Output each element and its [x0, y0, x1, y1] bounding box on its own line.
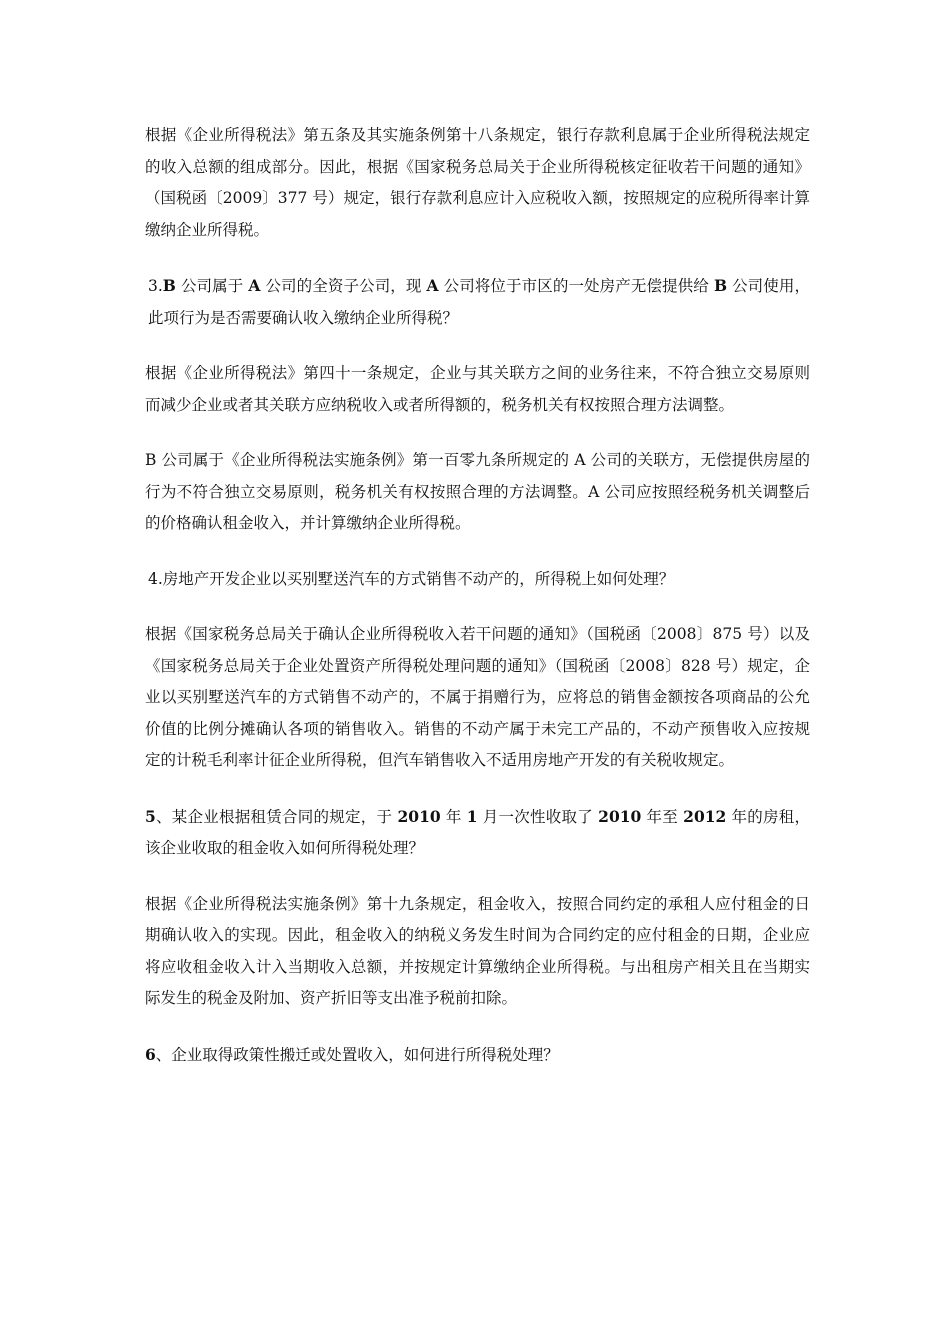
- text-segment: 4.房地产开发企业以买别墅送汽车的方式销售不动产的，所得税上如何处理？: [148, 569, 675, 588]
- paragraph-interest-income: [145, 120, 810, 246]
- text-segment: 、企业取得政策性搬迁或处置收入，如何进行所得税处理？: [155, 1045, 559, 1064]
- bold-text-segment: 5: [145, 806, 156, 826]
- bold-text-segment: 2010: [397, 806, 441, 826]
- text-segment: 公司属于: [175, 277, 249, 295]
- text-segment: 、某企业根据租赁合同的规定，于: [155, 807, 398, 826]
- paragraph-rental-income: [145, 889, 810, 1015]
- text-segment: 公司的全资子公司，现: [260, 277, 427, 295]
- bold-text-segment: B: [713, 276, 728, 295]
- bold-text-segment: 1: [466, 806, 478, 826]
- text-segment: 公司使用，此项行为是否需要确认收入缴纳企业所得税？: [148, 277, 810, 327]
- text-segment: 年至: [641, 807, 684, 826]
- text-segment: 根据《企业所得税法》第五条及其实施条例第十八条规定，银行存款利息属于企业所得税法规定的收入总额的组成部分。因此，根据《国家税务总局关于企业所得税核定征收若干问题的通知》（国税函〔2009〕377 号）规定，银行存款利息应计入应税收入额，按照规定的应税所得率计算缴纳企业所得税。: [145, 126, 810, 239]
- paragraph-related-party-adjustment: [145, 445, 810, 540]
- question-3: [145, 270, 810, 334]
- bold-text-segment: A: [248, 276, 261, 295]
- text-segment: 根据《企业所得税法实施条例》第十九条规定，租金收入，按照合同约定的承租人应付租金的日期确认收入的实现。因此，租金收入的纳税义务发生时间为合同约定的应付租金的日期，企业应将应收租金收入计入当期收入总额，并按规定计算缴纳企业所得税。与出租房产相关且在当期实际发生的税金及附加、资产折旧等支出准予税前扣除。: [145, 894, 810, 1007]
- text-segment: 公司将位于市区的一处房产无偿提供给: [438, 277, 714, 295]
- text-segment: 年的房租，该企业收取的租金收入如何所得税处理？: [145, 807, 810, 857]
- bold-text-segment: 2012: [683, 806, 727, 826]
- paragraph-related-party-rule: [145, 358, 810, 421]
- document-page: [145, 120, 810, 1095]
- bold-text-segment: 2010: [598, 806, 642, 826]
- text-segment: 根据《国家税务总局关于确认企业所得税收入若干问题的通知》（国税函〔2008〕875 号）以及《国家税务总局关于企业处置资产所得税处理问题的通知》（国税函〔2008〕828 号）规定，企业以买别墅送汽车的方式销售不动产的，不属于捐赠行为，应将总的销售金额按各项商品的公允价值的比例分摊确认各项的销售收入。销售的不动产属于未完工产品的，不动产预售收入应按规定的计税毛利率计征企业所得税，但汽车销售收入不适用房地产开发的有关税收规定。: [145, 625, 810, 769]
- bold-text-segment: A: [426, 276, 439, 295]
- text-segment: 月一次性收取了: [477, 807, 599, 826]
- text-segment: 根据《企业所得税法》第四十一条规定，企业与其关联方之间的业务往来，不符合独立交易原则而减少企业或者其关联方应纳税收入或者所得额的，税务机关有权按照合理方法调整。: [145, 364, 810, 414]
- text-segment: 3.: [148, 277, 163, 295]
- paragraph-villa-car-sale: [145, 619, 810, 777]
- bold-text-segment: 6: [145, 1044, 156, 1064]
- question-5: [145, 801, 810, 865]
- question-6: [145, 1039, 810, 1072]
- text-segment: B 公司属于《企业所得税法实施条例》第一百零九条所规定的 A 公司的关联方，无偿提供房屋的行为不符合独立交易原则，税务机关有权按照合理的方法调整。A 公司应按照经税务机关调整后的价格确认租金收入，并计算缴纳企业所得税。: [145, 451, 810, 532]
- bold-text-segment: B: [162, 276, 176, 295]
- text-segment: 年: [440, 807, 467, 826]
- question-4: [145, 564, 810, 596]
